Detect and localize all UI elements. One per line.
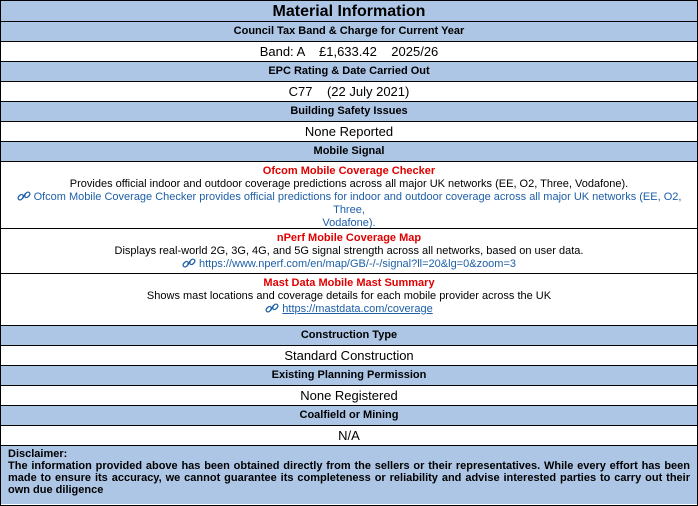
link-icon xyxy=(182,258,196,268)
coalfield-header: Coalfield or Mining xyxy=(1,406,697,426)
nperf-section xyxy=(1,229,697,274)
ofcom-description: Provides official indoor and outdoor coverage predictions across all major UK networks (EE, O2, Three, Vodafone). xyxy=(69,178,629,190)
ofcom-section xyxy=(1,162,697,229)
mastdata-section xyxy=(1,274,697,326)
ofcom-link-text-2[interactable]: Vodafone). xyxy=(322,217,376,229)
building-safety-value: None Reported xyxy=(1,122,697,142)
council-tax-header: Council Tax Band & Charge for Current Year xyxy=(1,22,697,42)
link-icon xyxy=(265,303,279,313)
ofcom-link[interactable] xyxy=(1,191,697,229)
epc-date: (22 July 2021) xyxy=(326,84,410,99)
nperf-description: Displays real-world 2G, 3G, 4G, and 5G signal strength across all networks, based on user data. xyxy=(114,245,584,257)
disclaimer-text: The information provided above has been obtained directly from the sellers or their representatives. While every effort has been made to ensure its accuracy, we cannot guarantee its completeness or reliability and advise interested parties to carry out their own due diligence xyxy=(8,460,690,496)
nperf-title: nPerf Mobile Coverage Map xyxy=(276,232,422,244)
mastdata-link[interactable] xyxy=(1,303,697,316)
construction-header: Construction Type xyxy=(1,326,697,346)
nperf-link[interactable] xyxy=(1,258,697,271)
mastdata-link-text[interactable]: https://mastdata.com/coverage xyxy=(282,303,433,315)
epc-rating: C77 xyxy=(288,84,313,99)
page-title: Material Information xyxy=(1,1,697,22)
tax-charge: £1,633.42 xyxy=(319,44,377,59)
nperf-link-text[interactable]: https://www.nperf.com/en/map/GB/-/-/signal?ll=20&lg=0&zoom=3 xyxy=(198,258,517,270)
mastdata-title: Mast Data Mobile Mast Summary xyxy=(263,277,435,289)
band-label: Band: xyxy=(259,44,294,59)
epc-header: EPC Rating & Date Carried Out xyxy=(1,62,697,82)
ofcom-title: Ofcom Mobile Coverage Checker xyxy=(262,165,436,177)
tax-year: 2025/26 xyxy=(391,44,439,59)
ofcom-link-text-1[interactable]: Ofcom Mobile Coverage Checker provides official predictions for indoor and outdoor coverage across all major UK networks (EE, O2, Three, xyxy=(33,191,682,216)
planning-header: Existing Planning Permission xyxy=(1,366,697,386)
council-tax-value xyxy=(1,42,697,62)
building-safety-header: Building Safety Issues xyxy=(1,102,697,122)
mobile-signal-header: Mobile Signal xyxy=(1,142,697,162)
disclaimer xyxy=(1,446,697,504)
construction-value: Standard Construction xyxy=(1,346,697,366)
epc-value xyxy=(1,82,697,102)
mastdata-description: Shows mast locations and coverage details for each mobile provider across the UK xyxy=(146,290,552,302)
band-value: A xyxy=(296,44,305,59)
link-icon xyxy=(17,191,31,201)
planning-value: None Registered xyxy=(1,386,697,406)
disclaimer-label: Disclaimer: xyxy=(8,448,68,460)
coalfield-value: N/A xyxy=(1,426,697,446)
